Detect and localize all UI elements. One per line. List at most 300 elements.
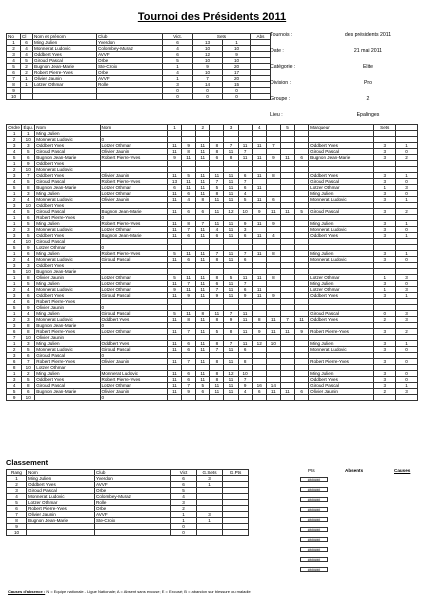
match-cell	[210, 395, 224, 401]
match-cell: 5	[7, 155, 22, 161]
match-cell: 7	[182, 383, 196, 389]
match-cell: Oddbert Yves	[35, 233, 100, 239]
match-cell: 3	[7, 293, 22, 299]
match-cell: 11	[167, 227, 181, 233]
match-cell: Robert Pierre-Yves	[100, 221, 167, 227]
match-cell: 8	[196, 311, 210, 317]
match-cell: 6	[182, 377, 196, 383]
match-cell: 11	[210, 173, 224, 179]
player-cell: 4	[7, 58, 21, 64]
ranking-cell: 6	[171, 476, 197, 482]
players-table	[6, 33, 271, 100]
info-label: Groupe :	[270, 96, 291, 102]
player-cell: 1	[163, 64, 193, 70]
match-cell: Lotzer Othmar	[100, 383, 167, 389]
ranking-cell: 1	[197, 518, 223, 524]
match-cell: 9	[266, 155, 280, 161]
player-cell: 0	[193, 94, 223, 100]
match-cell: 11	[167, 257, 181, 263]
match-cell: 11	[280, 389, 294, 395]
player-cell: 5	[163, 58, 193, 64]
ranking-cell: Giroud Pascal	[27, 488, 95, 494]
match-cell: 3	[22, 227, 35, 233]
match-cell: 1	[22, 131, 35, 137]
info-value: Elite	[362, 64, 374, 70]
match-cell: 11	[167, 317, 181, 323]
match-cell: Olivier Jaunin	[35, 335, 100, 341]
info-value: des présidents 2011	[344, 32, 392, 38]
match-cell: 1	[396, 197, 418, 203]
match-cell: 3	[374, 341, 396, 347]
match-cell: Monnerat Ludovic	[100, 371, 167, 377]
ranking-cell: 1	[171, 512, 197, 518]
match-cell: Oddbert Yves	[35, 377, 100, 383]
player-row	[7, 94, 271, 100]
match-cell: 8	[266, 275, 280, 281]
match-cell: 4	[238, 191, 252, 197]
match-cell: 11	[167, 347, 181, 353]
match-cell: Ming Julien	[309, 281, 374, 287]
matches-header-cell: 4	[252, 125, 266, 131]
match-cell: 3	[374, 149, 396, 155]
match-cell: Giroud Pascal	[309, 209, 374, 215]
matches-header-cell: Sets	[374, 125, 396, 131]
match-cell	[280, 395, 294, 401]
match-cell: 11	[167, 209, 181, 215]
pts-box: #######	[300, 507, 328, 512]
match-cell: Giroud Pascal	[100, 293, 167, 299]
match-cell: 3	[374, 359, 396, 365]
match-cell: 7	[182, 227, 196, 233]
match-cell: 11	[182, 287, 196, 293]
match-cell: 11	[280, 155, 294, 161]
ranking-cell: 1	[7, 476, 27, 482]
ranking-cell: Olivier Jaunin	[27, 512, 95, 518]
matches-header-cell: Nom	[35, 125, 100, 131]
match-cell: 10	[22, 365, 35, 371]
match-cell: 6	[210, 281, 224, 287]
match-cell: 0	[100, 137, 167, 143]
match-cell: 11	[224, 185, 238, 191]
match-cell: 2	[22, 371, 35, 377]
match-cell: 11	[196, 275, 210, 281]
match-cell: 9	[182, 293, 196, 299]
match-cell: 10	[22, 167, 35, 173]
match-cell: Oddbert Yves	[309, 377, 374, 383]
info-row	[270, 65, 420, 73]
match-cell: 11	[210, 383, 224, 389]
match-cell: Monnerat Ludovic	[35, 227, 100, 233]
match-cell: 2	[396, 209, 418, 215]
ranking-cell: Oddbert Yves	[27, 482, 95, 488]
player-cell: Bugnon Jean-Marie	[33, 64, 97, 70]
match-cell: Olivier Jaunin	[100, 389, 167, 395]
match-cell: Giroud Pascal	[100, 311, 167, 317]
match-cell: 11	[224, 227, 238, 233]
info-label: Tournois :	[270, 32, 293, 38]
ranking-cell: 3	[197, 512, 223, 518]
match-cell: 6	[22, 251, 35, 257]
player-cell: 8	[7, 82, 21, 88]
match-cell: 8	[182, 317, 196, 323]
ranking-cell	[197, 530, 223, 536]
match-cell: 0	[100, 323, 167, 329]
match-cell: 2	[396, 329, 418, 335]
matches-header-cell: 3	[224, 125, 238, 131]
match-cell: 3	[396, 185, 418, 191]
match-cell: 0	[396, 227, 418, 233]
match-cell: 8	[22, 383, 35, 389]
info-label: Division :	[270, 80, 292, 86]
match-cell: 7	[238, 377, 252, 383]
match-cell: 11	[238, 329, 252, 335]
match-cell: 11	[266, 389, 280, 395]
match-cell: 9	[182, 143, 196, 149]
player-cell: 4	[21, 52, 33, 58]
match-cell: Oddbert Yves	[309, 173, 374, 179]
player-cell: 1	[223, 40, 251, 46]
match-cell: 11	[196, 287, 210, 293]
player-cell: 10	[193, 58, 223, 64]
match-cell: Monnerat Ludovic	[35, 347, 100, 353]
match-cell: 11	[196, 227, 210, 233]
match-cell: 0	[100, 353, 167, 359]
match-cell: Ming Julien	[35, 311, 100, 317]
match-cell: 9	[167, 287, 181, 293]
match-cell: Robert Pierre-Yves	[309, 329, 374, 335]
match-cell	[374, 395, 396, 401]
match-cell: Robert Pierre-Yves	[35, 299, 100, 305]
match-cell: 3	[374, 383, 396, 389]
match-cell	[396, 395, 418, 401]
match-cell: Olivier Jaunin	[100, 197, 167, 203]
player-cell: 0	[163, 88, 193, 94]
match-cell: 6	[7, 359, 22, 365]
match-cell: 7	[280, 317, 294, 323]
player-cell: 5	[21, 58, 33, 64]
ranking-row	[7, 530, 249, 536]
match-cell: 8	[182, 149, 196, 155]
match-cell: 3	[396, 275, 418, 281]
match-cell: 8	[182, 221, 196, 227]
match-cell: 5	[22, 221, 35, 227]
match-cell: Monnerat Ludovic	[35, 197, 100, 203]
match-cell: 7	[182, 281, 196, 287]
match-cell: Oddbert Yves	[35, 263, 100, 269]
matches-header-cell: 1	[167, 125, 181, 131]
match-cell: 4	[22, 311, 35, 317]
match-cell: Oddbert Yves	[35, 161, 100, 167]
player-cell: AVVF	[97, 76, 163, 82]
players-header-cell: Abs	[251, 34, 271, 40]
match-cell: 11	[224, 197, 238, 203]
match-cell: 10	[266, 341, 280, 347]
ranking-cell: 1	[197, 482, 223, 488]
info-row	[270, 97, 420, 105]
player-cell: Monnerat Ludovic	[33, 46, 97, 52]
ranking-header-cell: Vict	[171, 470, 197, 476]
match-cell: 11	[167, 281, 181, 287]
match-cell: 11	[238, 155, 252, 161]
ranking-cell: 4	[7, 494, 27, 500]
match-cell: 9	[22, 305, 35, 311]
match-cell: 10	[22, 395, 35, 401]
match-cell: 4	[238, 389, 252, 395]
info-row	[270, 113, 420, 121]
match-cell: 11	[167, 221, 181, 227]
player-cell	[33, 94, 97, 100]
match-row	[7, 395, 418, 401]
match-cell: 3	[238, 227, 252, 233]
match-cell: 11	[252, 221, 266, 227]
match-cell: 3	[7, 203, 22, 209]
match-cell: Ming Julien	[309, 251, 374, 257]
match-cell: Monnerat Ludovic	[35, 287, 100, 293]
match-cell: 5	[7, 305, 22, 311]
match-cell: 0	[396, 191, 418, 197]
match-cell: 6	[182, 233, 196, 239]
match-cell: 0	[396, 179, 418, 185]
match-cell: 11	[252, 173, 266, 179]
match-cell: 10	[22, 335, 35, 341]
match-cell: Ming Julien	[309, 371, 374, 377]
match-cell: 6	[167, 185, 181, 191]
pts-box: #######	[300, 557, 328, 562]
matches-header-cell: Marqueur	[309, 125, 374, 131]
player-cell	[21, 94, 33, 100]
page-title: Tournoi des Présidents 2011	[137, 11, 287, 23]
match-cell: 2	[396, 155, 418, 161]
match-cell: 11	[167, 377, 181, 383]
ranking-cell: 8	[7, 518, 27, 524]
match-cell: 8	[266, 251, 280, 257]
match-cell: 7	[210, 347, 224, 353]
match-cell: Lotzer Othmar	[100, 275, 167, 281]
match-cell: 3	[22, 143, 35, 149]
absence-note	[8, 590, 251, 594]
match-cell: 11	[210, 221, 224, 227]
match-cell: 8	[210, 371, 224, 377]
match-cell: 6	[182, 191, 196, 197]
match-cell: 2	[7, 137, 22, 143]
match-cell: Oddbert Yves	[309, 233, 374, 239]
ranking-header-cell: G.Pts	[223, 470, 249, 476]
match-cell: Monnerat Ludovic	[35, 257, 100, 263]
match-cell: 1	[7, 275, 22, 281]
match-cell: Ming Julien	[35, 131, 100, 137]
info-label: Date :	[270, 48, 284, 54]
player-cell: 9	[223, 52, 251, 58]
match-cell: 5	[182, 173, 196, 179]
match-cell: 3	[374, 377, 396, 383]
match-cell: 10	[22, 137, 35, 143]
match-cell: 8	[210, 149, 224, 155]
match-cell: 6	[295, 155, 309, 161]
match-cell: Giroud Pascal	[309, 149, 374, 155]
match-cell: 11	[224, 221, 238, 227]
match-cell	[182, 395, 196, 401]
match-cell: 6	[238, 173, 252, 179]
player-cell: 1	[163, 76, 193, 82]
match-cell: 7	[22, 359, 35, 365]
match-cell: 11	[196, 347, 210, 353]
pts-header: Pts	[308, 468, 315, 473]
matches-table	[6, 124, 418, 401]
ranking-cell: Yverdon	[95, 476, 171, 482]
match-cell: Bugnon Jean-Marie	[35, 269, 100, 275]
match-cell: Lotzer Othmar	[309, 287, 374, 293]
match-cell: 11	[196, 329, 210, 335]
match-cell: Ming Julien	[35, 281, 100, 287]
match-cell: Giroud Pascal	[100, 347, 167, 353]
ranking-cell: Orbe	[95, 488, 171, 494]
match-cell: Ming Julien	[309, 221, 374, 227]
pts-box: #######	[300, 537, 328, 542]
player-cell: Orbe	[97, 58, 163, 64]
pts-box: #######	[300, 567, 328, 572]
match-cell	[35, 395, 100, 401]
match-cell: 6	[238, 347, 252, 353]
match-cell: 5	[22, 233, 35, 239]
match-cell: 11	[224, 377, 238, 383]
player-cell: 3	[7, 52, 21, 58]
match-cell: 6	[238, 185, 252, 191]
match-cell: 5	[224, 275, 238, 281]
match-cell: 11	[238, 275, 252, 281]
match-cell: Lotzer Othmar	[309, 275, 374, 281]
match-cell: 1	[396, 221, 418, 227]
match-cell: 8	[210, 191, 224, 197]
match-cell: 11	[182, 185, 196, 191]
match-cell: Oddbert Yves	[35, 173, 100, 179]
match-cell: 9	[182, 389, 196, 395]
ranking-cell: 10	[7, 530, 27, 536]
player-cell: 6	[163, 52, 193, 58]
match-cell: 9	[167, 155, 181, 161]
info-row	[270, 81, 420, 89]
player-cell: 1	[21, 76, 33, 82]
match-cell: 11	[167, 191, 181, 197]
player-cell	[251, 94, 271, 100]
match-cell: 3	[7, 353, 22, 359]
match-cell: 6	[252, 389, 266, 395]
match-cell: 14	[266, 383, 280, 389]
match-cell: Ming Julien	[35, 371, 100, 377]
match-cell: 5	[7, 185, 22, 191]
match-cell: 9	[7, 395, 22, 401]
match-cell: 3	[374, 329, 396, 335]
match-cell: 0	[396, 377, 418, 383]
match-cell: 3	[374, 155, 396, 161]
match-cell: 3	[7, 263, 22, 269]
match-cell: 2	[7, 347, 22, 353]
player-cell: 9	[193, 64, 223, 70]
match-cell: 7	[196, 221, 210, 227]
match-cell: 6	[196, 209, 210, 215]
match-cell: Bugnon Jean-Marie	[309, 155, 374, 161]
ranking-cell: 0	[171, 524, 197, 530]
match-cell: 8	[252, 317, 266, 323]
match-cell: 11	[280, 329, 294, 335]
player-cell: 0	[163, 94, 193, 100]
match-cell: 0	[100, 215, 167, 221]
player-cell: 9	[7, 88, 21, 94]
match-cell: 3	[22, 341, 35, 347]
player-cell: Robert Pierre-Yves	[33, 70, 97, 76]
match-cell: Oddbert Yves	[309, 293, 374, 299]
match-cell: 11	[196, 359, 210, 365]
match-cell	[266, 395, 280, 401]
match-cell: 11	[182, 155, 196, 161]
player-cell: 6	[7, 70, 21, 76]
match-cell: 11	[196, 293, 210, 299]
match-cell: 3	[22, 191, 35, 197]
match-cell: 10	[238, 209, 252, 215]
match-cell: 3	[396, 311, 418, 317]
match-cell: 11	[266, 329, 280, 335]
match-cell: 1	[396, 383, 418, 389]
match-cell: 3	[374, 191, 396, 197]
match-cell: 8	[210, 377, 224, 383]
match-cell: 11	[182, 251, 196, 257]
match-cell: 11	[167, 389, 181, 395]
match-cell: 6	[22, 155, 35, 161]
player-cell: 7	[193, 76, 223, 82]
match-cell: 0	[396, 257, 418, 263]
match-cell: 3	[374, 347, 396, 353]
player-cell: 6	[163, 40, 193, 46]
match-cell: Robert Pierre-Yves	[100, 377, 167, 383]
match-cell: 3	[374, 257, 396, 263]
match-cell: 3	[374, 281, 396, 287]
match-cell: Lotzer Othmar	[100, 227, 167, 233]
ranking-cell: 4	[171, 494, 197, 500]
match-cell: 2	[7, 287, 22, 293]
ranking-cell: Rolle	[95, 500, 171, 506]
match-cell: 11	[224, 347, 238, 353]
match-cell: 0	[100, 245, 167, 251]
ranking-table	[6, 469, 249, 536]
players-header-cell: Club	[97, 34, 163, 40]
match-cell: Giroud Pascal	[35, 149, 100, 155]
ranking-cell: Ming Julien	[27, 476, 95, 482]
match-cell: 1	[7, 341, 22, 347]
match-cell: 5	[22, 209, 35, 215]
match-cell: 7	[224, 143, 238, 149]
player-cell: 5	[7, 64, 21, 70]
match-cell: 4	[210, 227, 224, 233]
match-cell: 3	[7, 377, 22, 383]
match-cell: 11	[252, 197, 266, 203]
player-cell: 0	[223, 88, 251, 94]
match-cell: 6	[182, 341, 196, 347]
match-cell: 11	[224, 149, 238, 155]
absence-note-label: Causes d'absence :	[8, 589, 46, 594]
match-cell: Giroud Pascal	[309, 311, 374, 317]
match-cell: 7	[22, 173, 35, 179]
match-cell	[167, 395, 181, 401]
match-cell: Lotzer Othmar	[100, 329, 167, 335]
match-cell: 6	[238, 257, 252, 263]
ranking-cell: 5	[7, 500, 27, 506]
match-cell: 6	[182, 371, 196, 377]
match-cell: 1	[7, 371, 22, 377]
info-row	[270, 33, 420, 41]
match-cell: 8	[210, 275, 224, 281]
match-cell: 1	[7, 311, 22, 317]
match-cell: 3	[374, 173, 396, 179]
match-cell: 4	[22, 287, 35, 293]
